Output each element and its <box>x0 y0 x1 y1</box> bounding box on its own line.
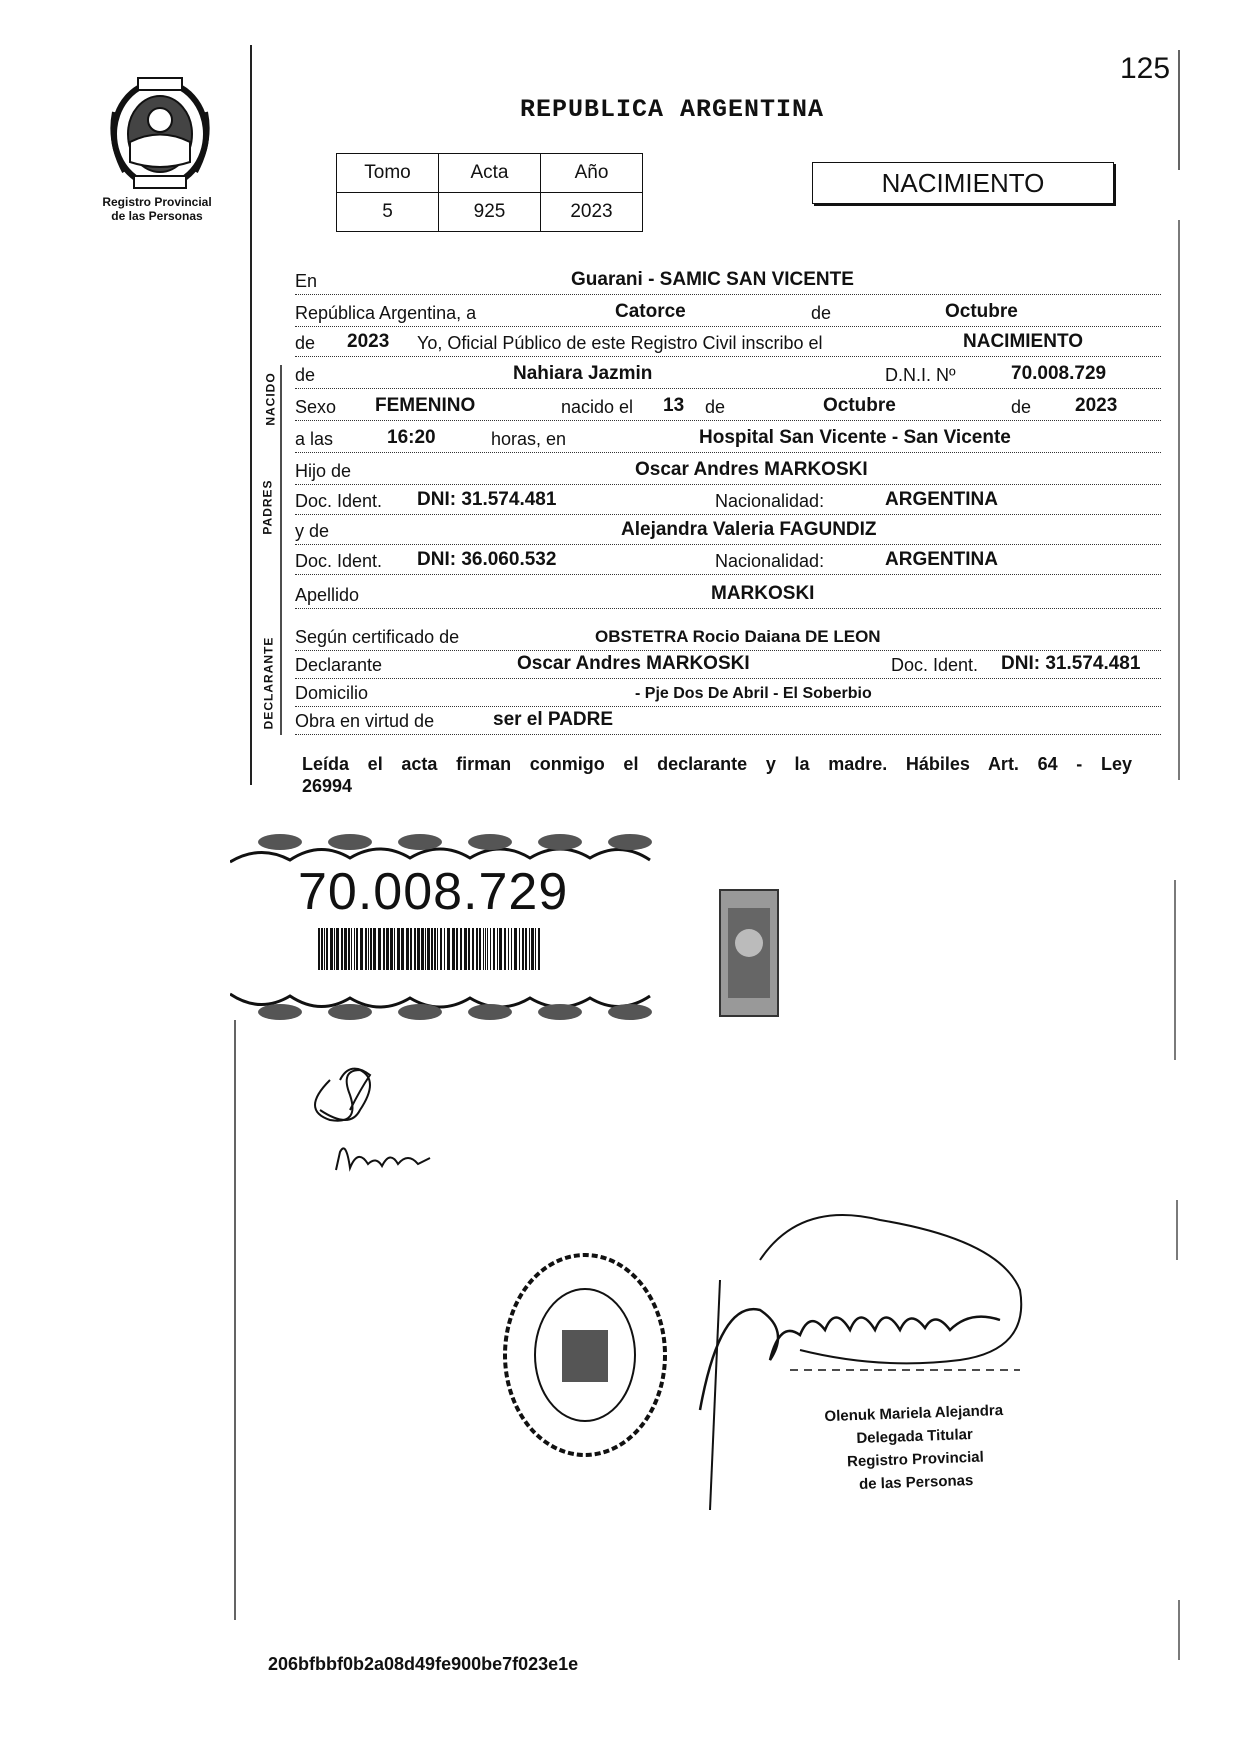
security-pattern-bottom-icon <box>230 990 670 1020</box>
row-obra <box>295 708 1161 735</box>
value-mes: Octubre <box>945 301 1018 322</box>
label-segun-certificado: Según certificado de <box>295 627 460 647</box>
record-type-box: NACIMIENTO <box>812 162 1114 204</box>
label-doc-ident-3: Doc. Ident. <box>891 655 979 675</box>
registry-table-values <box>337 193 643 232</box>
row-nombre <box>295 362 1161 389</box>
right-margin-line-2 <box>1178 220 1180 780</box>
value-obra: ser el PADRE <box>493 709 614 730</box>
value-anio: 2023 <box>347 331 390 352</box>
label-de-3: de <box>295 365 316 385</box>
label-obra-en-virtud: Obra en virtud de <box>295 711 435 731</box>
section-divider-line <box>280 365 282 735</box>
misiones-coat-of-arms-icon <box>100 72 220 192</box>
header-anio: Año <box>541 154 643 193</box>
value-inscripcion: NACIMIENTO <box>963 331 1083 352</box>
section-label-nacido: NACIDO <box>263 372 278 426</box>
value-madre-doc: DNI: 36.060.532 <box>417 549 557 570</box>
label-y-de: y de <box>295 521 330 541</box>
label-dni-no: D.N.I. Nº <box>885 365 956 385</box>
header-acta: Acta <box>439 154 541 193</box>
official-org-2: de las Personas <box>858 1471 974 1493</box>
label-republica: República Argentina, a <box>295 303 477 323</box>
left-margin-line <box>250 45 252 785</box>
barcode-icon <box>318 928 542 970</box>
row-apellido <box>295 582 1161 609</box>
label-en: En <box>295 271 318 291</box>
value-padre-doc: DNI: 31.574.481 <box>417 489 557 510</box>
value-madre-nac: ARGENTINA <box>885 549 998 570</box>
row-sexo <box>295 394 1161 421</box>
row-madre <box>295 518 1161 545</box>
label-domicilio: Domicilio <box>295 683 369 703</box>
value-dia-nac: 13 <box>663 395 685 416</box>
value-anio: 2023 <box>541 193 643 232</box>
value-lugar: Guarani - SAMIC SAN VICENTE <box>571 269 854 290</box>
value-hora: 16:20 <box>387 427 436 448</box>
value-madre: Alejandra Valeria FAGUNDIZ <box>621 519 877 540</box>
row-fecha <box>295 300 1161 327</box>
label-declarante: Declarante <box>295 655 383 675</box>
org-line-1: Registro Provincial <box>102 195 212 209</box>
row-padre <box>295 458 1161 485</box>
document-hash: 206bfbbf0b2a08d49fe900be7f023e1e <box>268 1654 579 1674</box>
row-inscripcion <box>295 330 1161 357</box>
value-sexo: FEMENINO <box>375 395 476 416</box>
value-declarante: Oscar Andres MARKOSKI <box>517 653 750 674</box>
closing-statement-law: 26994 <box>302 776 353 796</box>
security-seal-icon <box>718 888 780 1018</box>
value-dia-letras: Catorce <box>615 301 686 322</box>
value-tomo: 5 <box>337 193 439 232</box>
row-padre-doc <box>295 488 1161 515</box>
section-label-declarante: DECLARANTE <box>261 636 276 730</box>
label-a-las: a las <box>295 429 334 449</box>
label-doc-ident-2: Doc. Ident. <box>295 551 383 571</box>
official-signature-block <box>788 1398 1041 1499</box>
org-line-2: de las Personas <box>111 209 203 223</box>
label-yo-oficial: Yo, Oficial Público de este Registro Civil inscribo el <box>417 333 823 353</box>
registry-table <box>336 153 643 232</box>
registry-org-label <box>82 195 232 223</box>
label-de-4: de <box>705 397 726 417</box>
value-padre-nac: ARGENTINA <box>885 489 998 510</box>
right-margin-line-3 <box>1174 880 1176 1060</box>
row-certificado <box>295 624 1161 651</box>
value-domicilio: - Pje Dos De Abril - El Soberbio <box>635 685 872 702</box>
label-doc-ident: Doc. Ident. <box>295 491 383 511</box>
registry-table-header <box>337 154 643 193</box>
page-number: 125 <box>1120 52 1171 85</box>
value-acta: 925 <box>439 193 541 232</box>
label-de: de <box>811 303 832 323</box>
label-hijo-de: Hijo de <box>295 461 352 481</box>
right-margin-line <box>1178 50 1180 170</box>
label-de-5: de <box>1011 397 1032 417</box>
row-declarante <box>295 652 1161 679</box>
label-nacionalidad-2: Nacionalidad: <box>715 551 825 571</box>
official-name: Olenuk Mariela Alejandra <box>824 1401 1004 1426</box>
right-margin-line-4 <box>1176 1200 1178 1260</box>
value-nombre: Nahiara Jazmin <box>513 363 653 384</box>
closing-statement: Leída el acta firman conmigo el declarante y la madre. Hábiles Art. 64 - Ley <box>302 754 1132 774</box>
value-padre: Oscar Andres MARKOSKI <box>635 459 868 480</box>
page-title: REPUBLICA ARGENTINA <box>520 95 825 124</box>
label-nacido-el: nacido el <box>561 397 634 417</box>
declarant-signature-icon <box>290 1040 470 1180</box>
registry-round-stamp-icon <box>500 1250 670 1460</box>
value-apellido: MARKOSKI <box>711 583 815 604</box>
value-declarante-doc: DNI: 31.574.481 <box>1001 653 1141 674</box>
label-horas-en: horas, en <box>491 429 567 449</box>
label-sexo: Sexo <box>295 397 337 417</box>
header-tomo: Tomo <box>337 154 439 193</box>
label-de-2: de <box>295 333 316 353</box>
value-dni: 70.008.729 <box>1011 363 1107 384</box>
label-nacionalidad: Nacionalidad: <box>715 491 825 511</box>
value-anio-nac: 2023 <box>1075 395 1118 416</box>
row-hora <box>295 426 1161 453</box>
security-pattern-top-icon <box>230 834 670 864</box>
left-margin-line-lower <box>234 1020 236 1620</box>
row-madre-doc <box>295 548 1161 575</box>
label-apellido: Apellido <box>295 585 360 605</box>
value-certificado: OBSTETRA Rocio Daiana DE LEON <box>595 627 881 646</box>
dni-banner-number: 70.008.729 <box>298 863 569 921</box>
row-en <box>295 268 1161 295</box>
official-title: Delegada Titular <box>856 1425 974 1448</box>
value-lugar-nac: Hospital San Vicente - San Vicente <box>699 427 1011 448</box>
value-mes-nac: Octubre <box>823 395 896 416</box>
right-margin-line-5 <box>1178 1600 1180 1660</box>
row-domicilio <box>295 680 1161 707</box>
official-org-1: Registro Provincial <box>846 1448 985 1471</box>
section-label-padres: PADRES <box>260 479 275 535</box>
